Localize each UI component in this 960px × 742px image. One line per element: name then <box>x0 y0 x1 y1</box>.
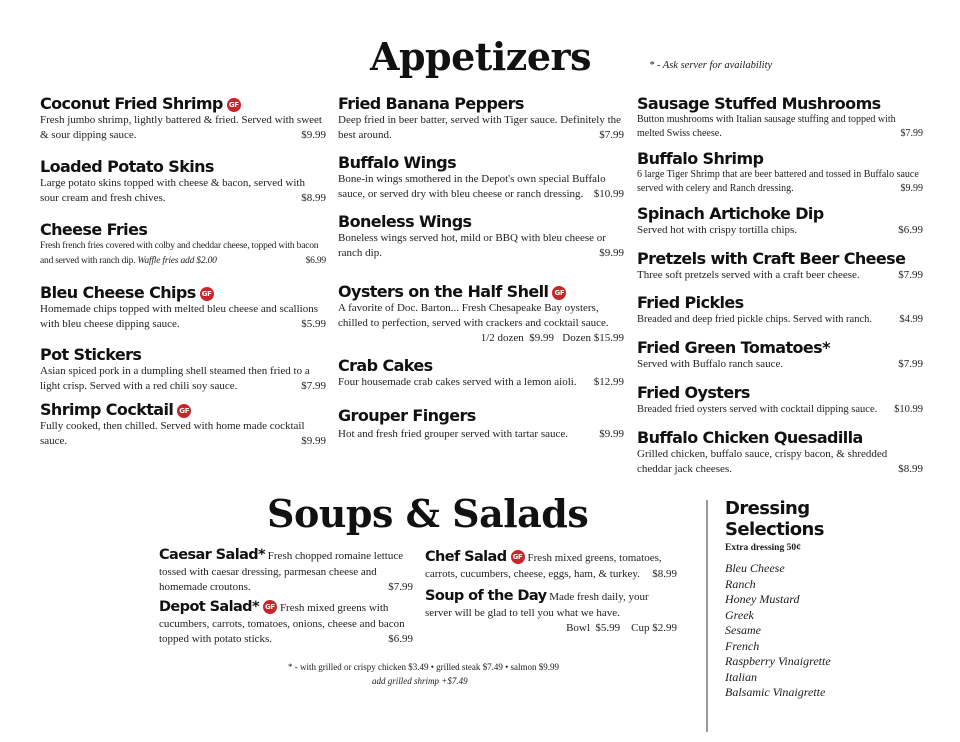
dressing-heading-line-1: Dressing <box>725 498 810 519</box>
item-name: Cheese Fries <box>40 220 148 239</box>
item-description: Fresh french fries covered with colby and cheddar cheese, topped with bacon and served with ranch dip. <box>40 241 319 266</box>
item-name: Shrimp Cocktail <box>40 400 174 419</box>
item-description: Large potato skins topped with cheese & bacon, served with sour cream and fresh chives. <box>40 177 305 204</box>
shrimp-addon-note: add grilled shrimp +$7.49 <box>372 676 468 686</box>
menu-item <box>637 149 923 195</box>
item-name: Caesar Salad* <box>159 547 266 563</box>
item-description: Served hot with crispy tortilla chips. <box>637 224 798 236</box>
availability-note: * - Ask server for availability <box>649 60 773 71</box>
gluten-free-icon: GF <box>552 286 566 300</box>
dressing-item: Raspberry Vinaigrette <box>725 654 831 668</box>
item-description: Asian spiced pork in a dumpling shell steamed then fried to a light crisp. Served with a red chili soy sauce. <box>40 365 310 392</box>
item-price: $7.99 <box>898 358 923 370</box>
item-name: Crab Cakes <box>338 356 433 375</box>
item-name: Bleu Cheese Chips <box>40 283 196 302</box>
item-description: Breaded fried oysters served with cocktail dipping sauce. <box>637 404 878 415</box>
dressing-list <box>725 561 831 701</box>
item-description: Homemade chips topped with melted bleu cheese and scallions with bleu cheese dipping sauce. <box>40 303 318 330</box>
item-description: Made fresh daily, your server will be glad to tell you what we have. <box>425 591 649 619</box>
menu-item <box>425 548 677 582</box>
menu-item <box>159 598 413 647</box>
menu-item <box>338 356 624 390</box>
item-description: Deep fried in beer batter, served with Tiger sauce. Definitely the best around. <box>338 114 622 141</box>
item-name: Oysters on the Half Shell <box>338 282 549 301</box>
dressing-item: Bleu Cheese <box>725 561 785 575</box>
menu-item <box>637 293 923 327</box>
item-name: Pot Stickers <box>40 345 142 364</box>
gluten-free-icon: GF <box>227 98 241 112</box>
item-description: Breaded and deep fried pickle chips. Served with ranch. <box>637 314 872 325</box>
item-description: Bone-in wings smothered in the Depot's own special Buffalo sauce, or served dry with bleu cheese or ranch dressing. <box>338 173 606 200</box>
item-name: Soup of the Day <box>425 588 547 604</box>
item-price: $6.99 <box>388 633 413 645</box>
menu-item <box>40 157 326 206</box>
appetizers-heading: Appetizers <box>370 34 591 79</box>
dressing-item: French <box>725 638 760 653</box>
item-name: Coconut Fried Shrimp <box>40 94 223 113</box>
item-price: Bowl $5.99 Cup $2.99 <box>566 622 677 634</box>
item-name: Boneless Wings <box>338 212 472 231</box>
item-description: Grilled chicken, buffalo sauce, crispy bacon, & shredded cheddar jack cheeses. <box>637 448 888 475</box>
item-price: $9.99 <box>900 182 923 194</box>
item-name: Fried Pickles <box>637 293 744 312</box>
menu-item <box>40 345 326 394</box>
item-name: Buffalo Chicken Quesadilla <box>637 428 863 447</box>
gluten-free-icon: GF <box>511 550 525 564</box>
soups-salads-heading: Soups & Salads <box>267 491 589 536</box>
item-name: Pretzels with Craft Beer Cheese <box>637 249 906 268</box>
item-description: Button mushrooms with Italian sausage stuffing and topped with melted Swiss cheese. <box>637 114 896 139</box>
item-description: A favorite of Doc. Barton... Fresh Chesapeake Bay oysters, chilled to perfection, served with crackers and cocktail sauce. <box>338 302 609 329</box>
menu-item <box>637 249 923 283</box>
item-description: Fully cooked, then chilled. Served with home made cocktail sauce. <box>40 420 305 447</box>
item-price: $7.99 <box>599 129 624 141</box>
item-price: $12.99 <box>593 376 624 388</box>
item-name: Loaded Potato Skins <box>40 157 214 176</box>
gluten-free-icon: GF <box>177 404 191 418</box>
item-description: Served with Buffalo ranch sauce. <box>637 358 784 370</box>
item-price: $8.99 <box>301 192 326 204</box>
protein-addons-note: * - with grilled or crispy chicken $3.49 • grilled steak $7.49 • salmon $9.99 <box>288 662 560 672</box>
dressing-item: Ranch <box>725 576 756 591</box>
item-description: Four housemade crab cakes served with a lemon aioli. <box>338 376 577 388</box>
item-description: Fresh mixed greens with cucumbers, carrots, tomatoes, onions, cheese and bacon topped with potato sticks. <box>159 602 405 645</box>
item-price: 1/2 dozen $9.99 Dozen $15.99 <box>480 332 624 344</box>
item-name: Fried Oysters <box>637 383 750 402</box>
item-name: Chef Salad <box>425 549 507 565</box>
menu-item <box>425 587 677 636</box>
item-name: Sausage Stuffed Mushrooms <box>637 94 881 113</box>
dressing-item: Greek <box>725 607 754 622</box>
item-description: Hot and fresh fried grouper served with tartar sauce. <box>338 428 568 440</box>
item-name: Buffalo Wings <box>338 153 457 172</box>
item-price: $6.99 <box>898 224 923 236</box>
item-price: $10.99 <box>894 404 923 415</box>
section-divider <box>706 500 708 732</box>
menu-item <box>159 546 413 595</box>
item-description: Boneless wings served hot, mild or BBQ with bleu cheese or ranch dip. <box>338 232 606 259</box>
item-price: $9.99 <box>599 247 624 259</box>
dressing-item: Sesame <box>725 623 761 637</box>
menu-item <box>40 400 326 449</box>
item-price: $8.99 <box>898 463 923 475</box>
menu-item <box>40 220 326 269</box>
item-name: Spinach Artichoke Dip <box>637 204 824 223</box>
item-price: $4.99 <box>899 314 923 325</box>
item-price: $6.99 <box>305 256 326 266</box>
item-price: $7.99 <box>900 127 923 139</box>
dressing-item: Honey Mustard <box>725 592 800 606</box>
item-description: 6 large Tiger Shrimp that are beer battered and tossed in Buffalo sauce served with celery and Ranch dressing. <box>637 169 919 194</box>
item-name: Fried Green Tomatoes* <box>637 338 830 357</box>
dressing-heading-line-2: Selections <box>725 519 824 540</box>
item-name: Depot Salad* <box>159 599 259 615</box>
item-description: Fresh jumbo shrimp, lightly battered & fried. Served with sweet & sour dipping sauce. <box>40 114 322 141</box>
item-price: $8.99 <box>652 568 677 580</box>
menu-item <box>40 94 326 143</box>
item-description: Fresh chopped romaine lettuce tossed with caesar dressing, parmesan cheese and homemade croutons. <box>159 550 404 593</box>
menu-item <box>338 94 624 143</box>
item-price: $7.99 <box>898 269 923 281</box>
item-name: Buffalo Shrimp <box>637 149 764 168</box>
item-price: $9.99 <box>301 129 326 141</box>
menu-item <box>338 282 624 346</box>
item-price: $5.99 <box>301 318 326 330</box>
menu-item <box>338 406 624 442</box>
menu-item <box>637 94 923 140</box>
item-price: $7.99 <box>301 380 326 392</box>
extra-dressing-note: Extra dressing 50¢ <box>725 543 801 553</box>
item-description: Three soft pretzels served with a craft beer cheese. <box>637 269 860 281</box>
menu-item <box>637 383 923 417</box>
menu-item <box>40 283 326 332</box>
item-price: $10.99 <box>593 188 624 200</box>
menu-item <box>338 212 624 261</box>
item-extra-note: Waffle fries add $2.00 <box>137 256 217 266</box>
item-name: Grouper Fingers <box>338 406 476 425</box>
menu-item <box>637 204 923 238</box>
item-price: $7.99 <box>388 581 413 593</box>
gluten-free-icon: GF <box>263 600 277 614</box>
dressing-item: Italian <box>725 669 757 684</box>
dressing-item: Balsamic Vinaigrette <box>725 685 826 699</box>
gluten-free-icon: GF <box>200 287 214 301</box>
menu-item <box>637 338 923 372</box>
item-description: Fresh mixed greens, tomatoes, carrots, cucumbers, cheese, eggs, ham, & turkey. <box>425 552 662 580</box>
item-name: Fried Banana Peppers <box>338 94 524 113</box>
menu-item <box>637 428 923 477</box>
item-price: $9.99 <box>599 428 624 440</box>
item-price: $9.99 <box>301 435 326 447</box>
menu-item <box>338 153 624 202</box>
